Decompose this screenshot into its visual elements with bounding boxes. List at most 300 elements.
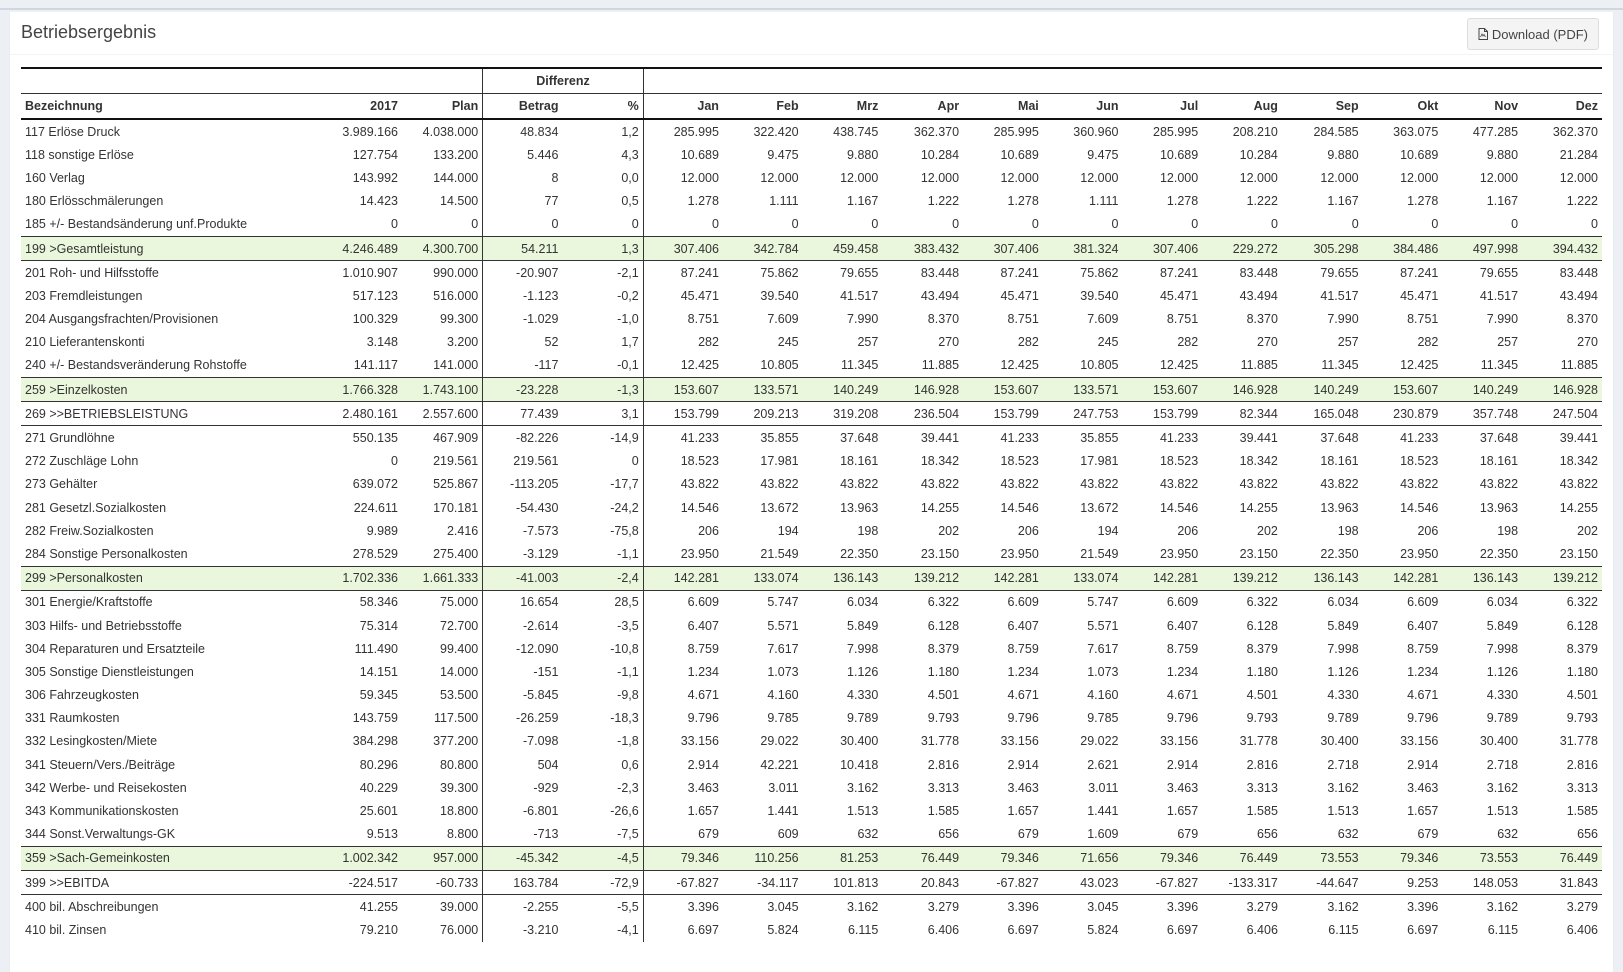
table-cell: -1,0 bbox=[617, 312, 639, 327]
table-cell: -7.098 bbox=[483, 730, 563, 753]
table-cell: 75.862 bbox=[723, 261, 803, 285]
table-cell: 525.867 bbox=[433, 477, 479, 492]
table-cell: 224.611 bbox=[353, 500, 398, 515]
table-cell: 83.448 bbox=[1522, 261, 1602, 285]
table-cell: 1.234 bbox=[643, 660, 723, 683]
table-cell: 0 bbox=[483, 213, 563, 237]
table-cell: 656 bbox=[938, 827, 960, 842]
table-row bbox=[21, 684, 1602, 707]
row-label: 284 Sonstige Personalkosten bbox=[25, 546, 188, 561]
table-cell: 12.000 bbox=[1559, 170, 1598, 185]
column-header: Sep bbox=[1282, 94, 1363, 120]
table-cell: 23.950 bbox=[643, 542, 723, 566]
table-cell: -224.517 bbox=[321, 871, 402, 895]
column-header: Plan bbox=[402, 94, 483, 120]
table-cell: 6.034 bbox=[1442, 590, 1522, 614]
row-label: 271 Grundlöhne bbox=[25, 431, 115, 446]
column-header: Feb bbox=[723, 94, 803, 120]
row-label: 332 Lesingkosten/Miete bbox=[25, 734, 158, 749]
page-title: Betriebsergebnis bbox=[21, 22, 157, 42]
table-cell: 4.330 bbox=[847, 688, 879, 703]
table-cell: 1.702.336 bbox=[321, 566, 402, 590]
table-cell: 3.279 bbox=[927, 899, 960, 914]
table-cell: 3.162 bbox=[1327, 899, 1359, 914]
table-cell: 133.200 bbox=[433, 147, 479, 162]
table-cell: -4,5 bbox=[562, 846, 643, 870]
table-cell: 7.990 bbox=[1486, 312, 1519, 327]
table-cell: 0 bbox=[1031, 217, 1039, 232]
table-row bbox=[21, 143, 1602, 166]
table-cell: 43.822 bbox=[1159, 477, 1199, 492]
table-cell: 4.671 bbox=[1407, 688, 1439, 703]
table-cell: 6.609 bbox=[1122, 590, 1202, 614]
table-cell: 133.571 bbox=[723, 378, 803, 402]
table-cell: 6.322 bbox=[1522, 590, 1602, 614]
table-cell: 43.822 bbox=[1320, 477, 1359, 492]
table-cell: 6.407 bbox=[643, 614, 723, 637]
table-cell: 0 bbox=[631, 454, 639, 469]
row-label: 399 >>EBITDA bbox=[21, 871, 321, 895]
table-cell: 1.657 bbox=[1007, 804, 1039, 819]
table-cell: 4,3 bbox=[621, 147, 639, 162]
table-cell: 2.557.600 bbox=[402, 402, 483, 426]
table-cell: -9,8 bbox=[617, 688, 639, 703]
table-cell: 8.370 bbox=[1246, 312, 1278, 327]
table-cell: 362.370 bbox=[913, 124, 960, 139]
table-cell: 136.143 bbox=[803, 566, 883, 590]
table-cell: 100.329 bbox=[352, 312, 398, 327]
panel-header bbox=[10, 12, 1613, 55]
row-label: 299 >Personalkosten bbox=[21, 566, 321, 590]
table-cell: 3.045 bbox=[767, 899, 799, 914]
table-cell: -23.228 bbox=[483, 378, 563, 402]
row-label: 342 Werbe- und Reisekosten bbox=[25, 780, 187, 795]
table-cell: 0 bbox=[471, 217, 479, 232]
table-cell: 2.914 bbox=[643, 753, 723, 776]
table-cell: 79.210 bbox=[359, 922, 398, 937]
table-cell: 58.346 bbox=[321, 590, 402, 614]
table-cell: 139.212 bbox=[882, 566, 963, 590]
table-cell: 1.661.333 bbox=[402, 566, 483, 590]
table-row bbox=[21, 426, 1602, 450]
table-cell: -1,8 bbox=[617, 734, 639, 749]
table-cell: 39.441 bbox=[1559, 431, 1598, 446]
table-cell: 41.233 bbox=[1000, 431, 1039, 446]
row-label: 341 Steuern/Vers./Beiträge bbox=[25, 757, 176, 772]
table-cell: 0 bbox=[1431, 217, 1439, 232]
table-cell: 14.255 bbox=[920, 500, 960, 515]
table-cell: 8 bbox=[483, 166, 563, 189]
table-row bbox=[21, 776, 1602, 799]
table-cell: 16.654 bbox=[483, 590, 563, 614]
table-cell: 1.111 bbox=[769, 194, 799, 209]
row-label: 303 Hilfs- und Betriebsstoffe bbox=[25, 618, 182, 633]
table-cell: 136.143 bbox=[1282, 566, 1363, 590]
table-cell: 141.000 bbox=[433, 358, 479, 373]
table-cell: 111.490 bbox=[354, 641, 398, 656]
table-cell: 7.617 bbox=[1087, 641, 1119, 656]
table-cell: 43.822 bbox=[1559, 477, 1598, 492]
table-cell: 1.513 bbox=[1486, 804, 1519, 819]
table-cell: 517.123 bbox=[352, 288, 398, 303]
table-cell: -67.827 bbox=[643, 871, 723, 895]
table-cell: 1.180 bbox=[1566, 664, 1598, 679]
table-cell: -44.647 bbox=[1282, 871, 1363, 895]
report-table-container bbox=[21, 67, 1602, 942]
table-cell: 30.400 bbox=[840, 734, 879, 749]
table-cell: 43.822 bbox=[1000, 477, 1039, 492]
table-cell: 17.981 bbox=[1080, 454, 1119, 469]
table-cell: 12.000 bbox=[760, 170, 799, 185]
table-cell: 43.822 bbox=[840, 477, 879, 492]
table-cell: 1.657 bbox=[1407, 804, 1439, 819]
table-cell: 12.425 bbox=[1159, 358, 1199, 373]
table-cell: 9.989 bbox=[366, 523, 398, 538]
table-cell: 9.793 bbox=[1246, 711, 1278, 726]
table-cell: 12.000 bbox=[840, 170, 879, 185]
table-cell: 76.449 bbox=[1522, 846, 1602, 870]
table-cell: 14.546 bbox=[1159, 500, 1199, 515]
table-cell: 7.617 bbox=[767, 641, 799, 656]
table-cell: 9.789 bbox=[1327, 711, 1359, 726]
table-cell: 1.657 bbox=[643, 799, 723, 822]
table-cell: 2.621 bbox=[1087, 757, 1119, 772]
table-cell: -0,2 bbox=[617, 288, 639, 303]
table-cell: 11.885 bbox=[921, 358, 960, 373]
table-cell: 1.111 bbox=[1089, 194, 1119, 209]
table-cell: 2.914 bbox=[1007, 757, 1039, 772]
table-cell: 5.571 bbox=[1087, 618, 1119, 633]
column-header: Mrz bbox=[803, 94, 883, 120]
report-panel bbox=[10, 12, 1613, 972]
table-cell: 4.160 bbox=[1087, 688, 1119, 703]
table-cell: -133.317 bbox=[1202, 871, 1282, 895]
table-cell: 77.439 bbox=[483, 402, 563, 426]
table-cell: 48.834 bbox=[483, 119, 563, 143]
table-cell: 17.981 bbox=[760, 454, 799, 469]
table-cell: 206 bbox=[1017, 523, 1039, 538]
table-cell: 8.751 bbox=[643, 308, 723, 331]
table-cell: 9.796 bbox=[1407, 711, 1439, 726]
table-cell: 10.805 bbox=[760, 358, 799, 373]
table-cell: 14.151 bbox=[359, 664, 398, 679]
table-cell: 6.115 bbox=[1487, 922, 1519, 937]
table-cell: 504 bbox=[483, 753, 563, 776]
table-cell: 9.475 bbox=[767, 147, 799, 162]
table-cell: 13.963 bbox=[840, 500, 879, 515]
table-cell: 4.501 bbox=[1246, 688, 1278, 703]
row-label: 281 Gesetzl.Sozialkosten bbox=[25, 500, 167, 515]
table-cell: 5.824 bbox=[767, 922, 799, 937]
table-cell: 0 bbox=[631, 217, 639, 232]
table-cell: 1.073 bbox=[767, 664, 799, 679]
table-cell: 43.494 bbox=[1239, 288, 1278, 303]
table-cell: 1.222 bbox=[1566, 194, 1598, 209]
table-cell: -3.129 bbox=[483, 542, 563, 566]
table-cell: 72.700 bbox=[440, 618, 479, 633]
table-cell: 307.406 bbox=[963, 236, 1043, 260]
table-cell: 99.300 bbox=[440, 312, 479, 327]
row-label: 343 Kommunikationskosten bbox=[25, 804, 179, 819]
table-cell: -929 bbox=[483, 776, 563, 799]
table-cell: 33.156 bbox=[1159, 734, 1199, 749]
table-cell: -7,5 bbox=[617, 827, 639, 842]
table-cell: 12.425 bbox=[1000, 358, 1039, 373]
table-cell: -54.430 bbox=[483, 496, 563, 519]
download-pdf-button[interactable] bbox=[1467, 18, 1599, 50]
table-cell: 39.540 bbox=[760, 288, 799, 303]
table-cell: 18.523 bbox=[643, 450, 723, 473]
row-label: 344 Sonst.Verwaltungs-GK bbox=[25, 827, 176, 842]
table-cell: 12.000 bbox=[1320, 170, 1359, 185]
table-cell: 6.406 bbox=[1566, 922, 1598, 937]
table-cell: -6.801 bbox=[483, 799, 563, 822]
row-label: 210 Lieferantenskonti bbox=[25, 335, 145, 350]
table-cell: 7.609 bbox=[767, 312, 799, 327]
table-cell: -12.090 bbox=[483, 637, 563, 660]
table-cell: 142.281 bbox=[643, 566, 723, 590]
table-cell: -7.573 bbox=[483, 519, 563, 542]
table-cell: 0 bbox=[1351, 217, 1359, 232]
table-cell: 1.002.342 bbox=[321, 846, 402, 870]
table-cell: 5.747 bbox=[1043, 590, 1123, 614]
table-cell: 43.822 bbox=[1400, 477, 1439, 492]
table-cell: -34.117 bbox=[723, 871, 803, 895]
table-cell: 6.697 bbox=[1407, 922, 1439, 937]
table-cell: 1.609 bbox=[1087, 827, 1119, 842]
table-cell: 10.689 bbox=[643, 143, 723, 166]
table-cell: 990.000 bbox=[402, 261, 483, 285]
table-cell: 45.471 bbox=[1000, 288, 1039, 303]
row-label: 118 sonstige Erlöse bbox=[25, 147, 134, 162]
table-cell: 3.045 bbox=[1087, 899, 1119, 914]
table-cell: 10.284 bbox=[1239, 147, 1278, 162]
table-cell: 54.211 bbox=[483, 236, 563, 260]
table-cell: 75.000 bbox=[402, 590, 483, 614]
table-cell: 143.992 bbox=[352, 170, 398, 185]
table-cell: 52 bbox=[483, 331, 563, 354]
table-cell: 11.345 bbox=[841, 358, 879, 373]
table-row bbox=[21, 730, 1602, 753]
table-row bbox=[21, 284, 1602, 307]
table-cell: 7.990 bbox=[1327, 312, 1359, 327]
table-cell: 1.585 bbox=[927, 804, 960, 819]
table-row bbox=[21, 590, 1602, 614]
top-bar bbox=[0, 0, 1623, 10]
table-cell: -45.342 bbox=[483, 846, 563, 870]
table-cell: 1,2 bbox=[621, 124, 639, 139]
table-cell: 43.822 bbox=[1479, 477, 1519, 492]
table-body bbox=[21, 119, 1602, 942]
table-cell: -82.226 bbox=[483, 426, 563, 450]
table-cell: 76.449 bbox=[882, 846, 963, 870]
table-cell: 13.672 bbox=[1080, 500, 1119, 515]
table-cell: 43.822 bbox=[920, 477, 960, 492]
table-cell: 1.585 bbox=[1566, 804, 1598, 819]
table-cell: 153.607 bbox=[1363, 378, 1443, 402]
table-cell: -26,6 bbox=[610, 804, 639, 819]
table-row bbox=[21, 473, 1602, 496]
table-cell: 37.648 bbox=[840, 431, 879, 446]
table-cell: 146.928 bbox=[882, 378, 963, 402]
column-header: Apr bbox=[882, 94, 963, 120]
file-pdf-icon bbox=[1478, 28, 1488, 40]
table-cell: 516.000 bbox=[433, 288, 479, 303]
table-cell: 0 bbox=[391, 217, 398, 232]
table-cell: 1.278 bbox=[1407, 194, 1439, 209]
table-cell: 31.778 bbox=[920, 734, 960, 749]
column-header: Jun bbox=[1043, 94, 1123, 120]
table-cell: 8.379 bbox=[1566, 641, 1598, 656]
table-cell: 198 bbox=[1497, 523, 1519, 538]
table-cell: 5.824 bbox=[1087, 922, 1119, 937]
table-cell: 6.034 bbox=[803, 590, 883, 614]
table-cell: 21.284 bbox=[1559, 147, 1598, 162]
table-row bbox=[21, 331, 1602, 354]
table-cell: -10,8 bbox=[610, 641, 639, 656]
table-row bbox=[21, 496, 1602, 519]
table-cell: 153.799 bbox=[643, 402, 723, 426]
table-cell: 133.074 bbox=[723, 566, 803, 590]
table-cell: 1.278 bbox=[1007, 194, 1039, 209]
table-cell: 3.463 bbox=[1166, 780, 1199, 795]
table-cell: 23.150 bbox=[1559, 546, 1598, 561]
table-cell: 3,1 bbox=[562, 402, 643, 426]
table-cell: 6.322 bbox=[1202, 590, 1282, 614]
table-cell: 1.222 bbox=[927, 194, 960, 209]
table-cell: 0 bbox=[391, 454, 398, 469]
table-cell: 3.162 bbox=[847, 780, 879, 795]
table-cell: 5.849 bbox=[1486, 618, 1519, 633]
column-header: 2017 bbox=[321, 94, 402, 120]
column-header: Bezeichnung bbox=[21, 94, 321, 120]
table-row bbox=[21, 519, 1602, 542]
table-cell: 29.022 bbox=[1080, 734, 1119, 749]
table-cell: 40.229 bbox=[359, 780, 398, 795]
table-cell: 3.162 bbox=[847, 899, 879, 914]
table-cell: 202 bbox=[1577, 523, 1598, 538]
column-header: Mai bbox=[963, 94, 1043, 120]
table-cell: -113.205 bbox=[483, 473, 563, 496]
table-cell: 18.161 bbox=[1479, 454, 1519, 469]
table-cell: 87.241 bbox=[963, 261, 1043, 285]
table-row bbox=[21, 823, 1602, 847]
table-cell: 1.180 bbox=[1246, 664, 1278, 679]
table-cell: 23.950 bbox=[1000, 546, 1039, 561]
table-cell: 4.038.000 bbox=[422, 124, 479, 139]
table-cell: 3.463 bbox=[1007, 780, 1039, 795]
table-cell: 1.743.100 bbox=[402, 378, 483, 402]
table-cell: 14.500 bbox=[440, 194, 479, 209]
table-cell: 3.279 bbox=[1246, 899, 1278, 914]
table-cell: 12.000 bbox=[643, 166, 723, 189]
table-cell: 14.255 bbox=[1559, 500, 1598, 515]
table-cell: 22.350 bbox=[1479, 546, 1519, 561]
table-cell: 4.671 bbox=[1166, 688, 1199, 703]
table-cell: 342.784 bbox=[723, 236, 803, 260]
table-cell: 0 bbox=[1191, 217, 1199, 232]
table-cell: 4.501 bbox=[927, 688, 960, 703]
table-cell: 39.540 bbox=[1080, 288, 1119, 303]
table-cell: 18.342 bbox=[920, 454, 960, 469]
table-cell: 7.998 bbox=[847, 641, 879, 656]
row-label: 204 Ausgangsfrachten/Provisionen bbox=[25, 312, 219, 327]
table-cell: 4.300.700 bbox=[402, 236, 483, 260]
table-cell: 87.241 bbox=[1363, 261, 1443, 285]
table-cell: 33.156 bbox=[643, 730, 723, 753]
table-cell: 3.279 bbox=[1566, 899, 1598, 914]
table-cell: 14.546 bbox=[1000, 500, 1039, 515]
table-cell: 12.425 bbox=[1400, 358, 1439, 373]
table-cell: 1.441 bbox=[767, 804, 799, 819]
table-cell: 0 bbox=[1270, 217, 1278, 232]
table-cell: 236.504 bbox=[882, 402, 963, 426]
table-cell: -713 bbox=[483, 823, 563, 847]
column-header: Jul bbox=[1122, 94, 1202, 120]
table-cell: 117.500 bbox=[433, 711, 479, 726]
table-cell: -26.259 bbox=[483, 707, 563, 730]
table-cell: 2.416 bbox=[446, 523, 479, 538]
table-cell: -41.003 bbox=[483, 566, 563, 590]
table-cell: 5.571 bbox=[767, 618, 799, 633]
table-row bbox=[21, 871, 1602, 895]
table-cell: 99.400 bbox=[440, 641, 479, 656]
table-cell: 3.313 bbox=[1566, 780, 1598, 795]
table-cell: 8.379 bbox=[927, 641, 960, 656]
table-cell: 275.400 bbox=[433, 546, 479, 561]
table-cell: 41.233 bbox=[1400, 431, 1439, 446]
table-cell: 30.400 bbox=[1479, 734, 1519, 749]
table-row bbox=[21, 707, 1602, 730]
table-cell: 202 bbox=[938, 523, 960, 538]
table-cell: 383.432 bbox=[882, 236, 963, 260]
table-cell: 136.143 bbox=[1442, 566, 1522, 590]
table-cell: 0 bbox=[1511, 217, 1519, 232]
table-cell: 4.671 bbox=[1007, 688, 1039, 703]
table-cell: 83.448 bbox=[882, 261, 963, 285]
table-cell: 10.689 bbox=[1159, 147, 1199, 162]
column-header: Okt bbox=[1363, 94, 1443, 120]
table-cell: 9.880 bbox=[847, 147, 879, 162]
table-cell: 35.855 bbox=[1080, 431, 1119, 446]
table-cell: 219.561 bbox=[483, 450, 563, 473]
table-cell: 79.346 bbox=[1363, 846, 1443, 870]
table-cell: 10.689 bbox=[1000, 147, 1039, 162]
row-label: 117 Erlöse Druck bbox=[25, 124, 120, 139]
table-cell: 45.471 bbox=[643, 284, 723, 307]
table-cell: 23.150 bbox=[1239, 546, 1278, 561]
table-cell: 25.601 bbox=[359, 804, 398, 819]
table-cell: 307.406 bbox=[643, 236, 723, 260]
table-cell: 12.000 bbox=[920, 170, 960, 185]
table-cell: 8.751 bbox=[1407, 312, 1439, 327]
table-cell: 1.441 bbox=[1087, 804, 1119, 819]
table-cell: 3.148 bbox=[366, 335, 398, 350]
table-cell: 6.128 bbox=[1246, 618, 1278, 633]
table-cell: 282 bbox=[1177, 335, 1199, 350]
group-header-months bbox=[643, 68, 1602, 94]
table-cell: 394.432 bbox=[1522, 236, 1602, 260]
table-cell: 79.346 bbox=[963, 846, 1043, 870]
table-cell: 41.255 bbox=[359, 899, 398, 914]
table-cell: 4.330 bbox=[1486, 688, 1519, 703]
table-cell: 9.785 bbox=[767, 711, 799, 726]
table-cell: 257 bbox=[1337, 335, 1359, 350]
table-cell: 9.789 bbox=[847, 711, 879, 726]
table-cell: 39.441 bbox=[920, 431, 960, 446]
table-cell: -60.733 bbox=[402, 871, 483, 895]
table-cell: -2.255 bbox=[483, 895, 563, 919]
